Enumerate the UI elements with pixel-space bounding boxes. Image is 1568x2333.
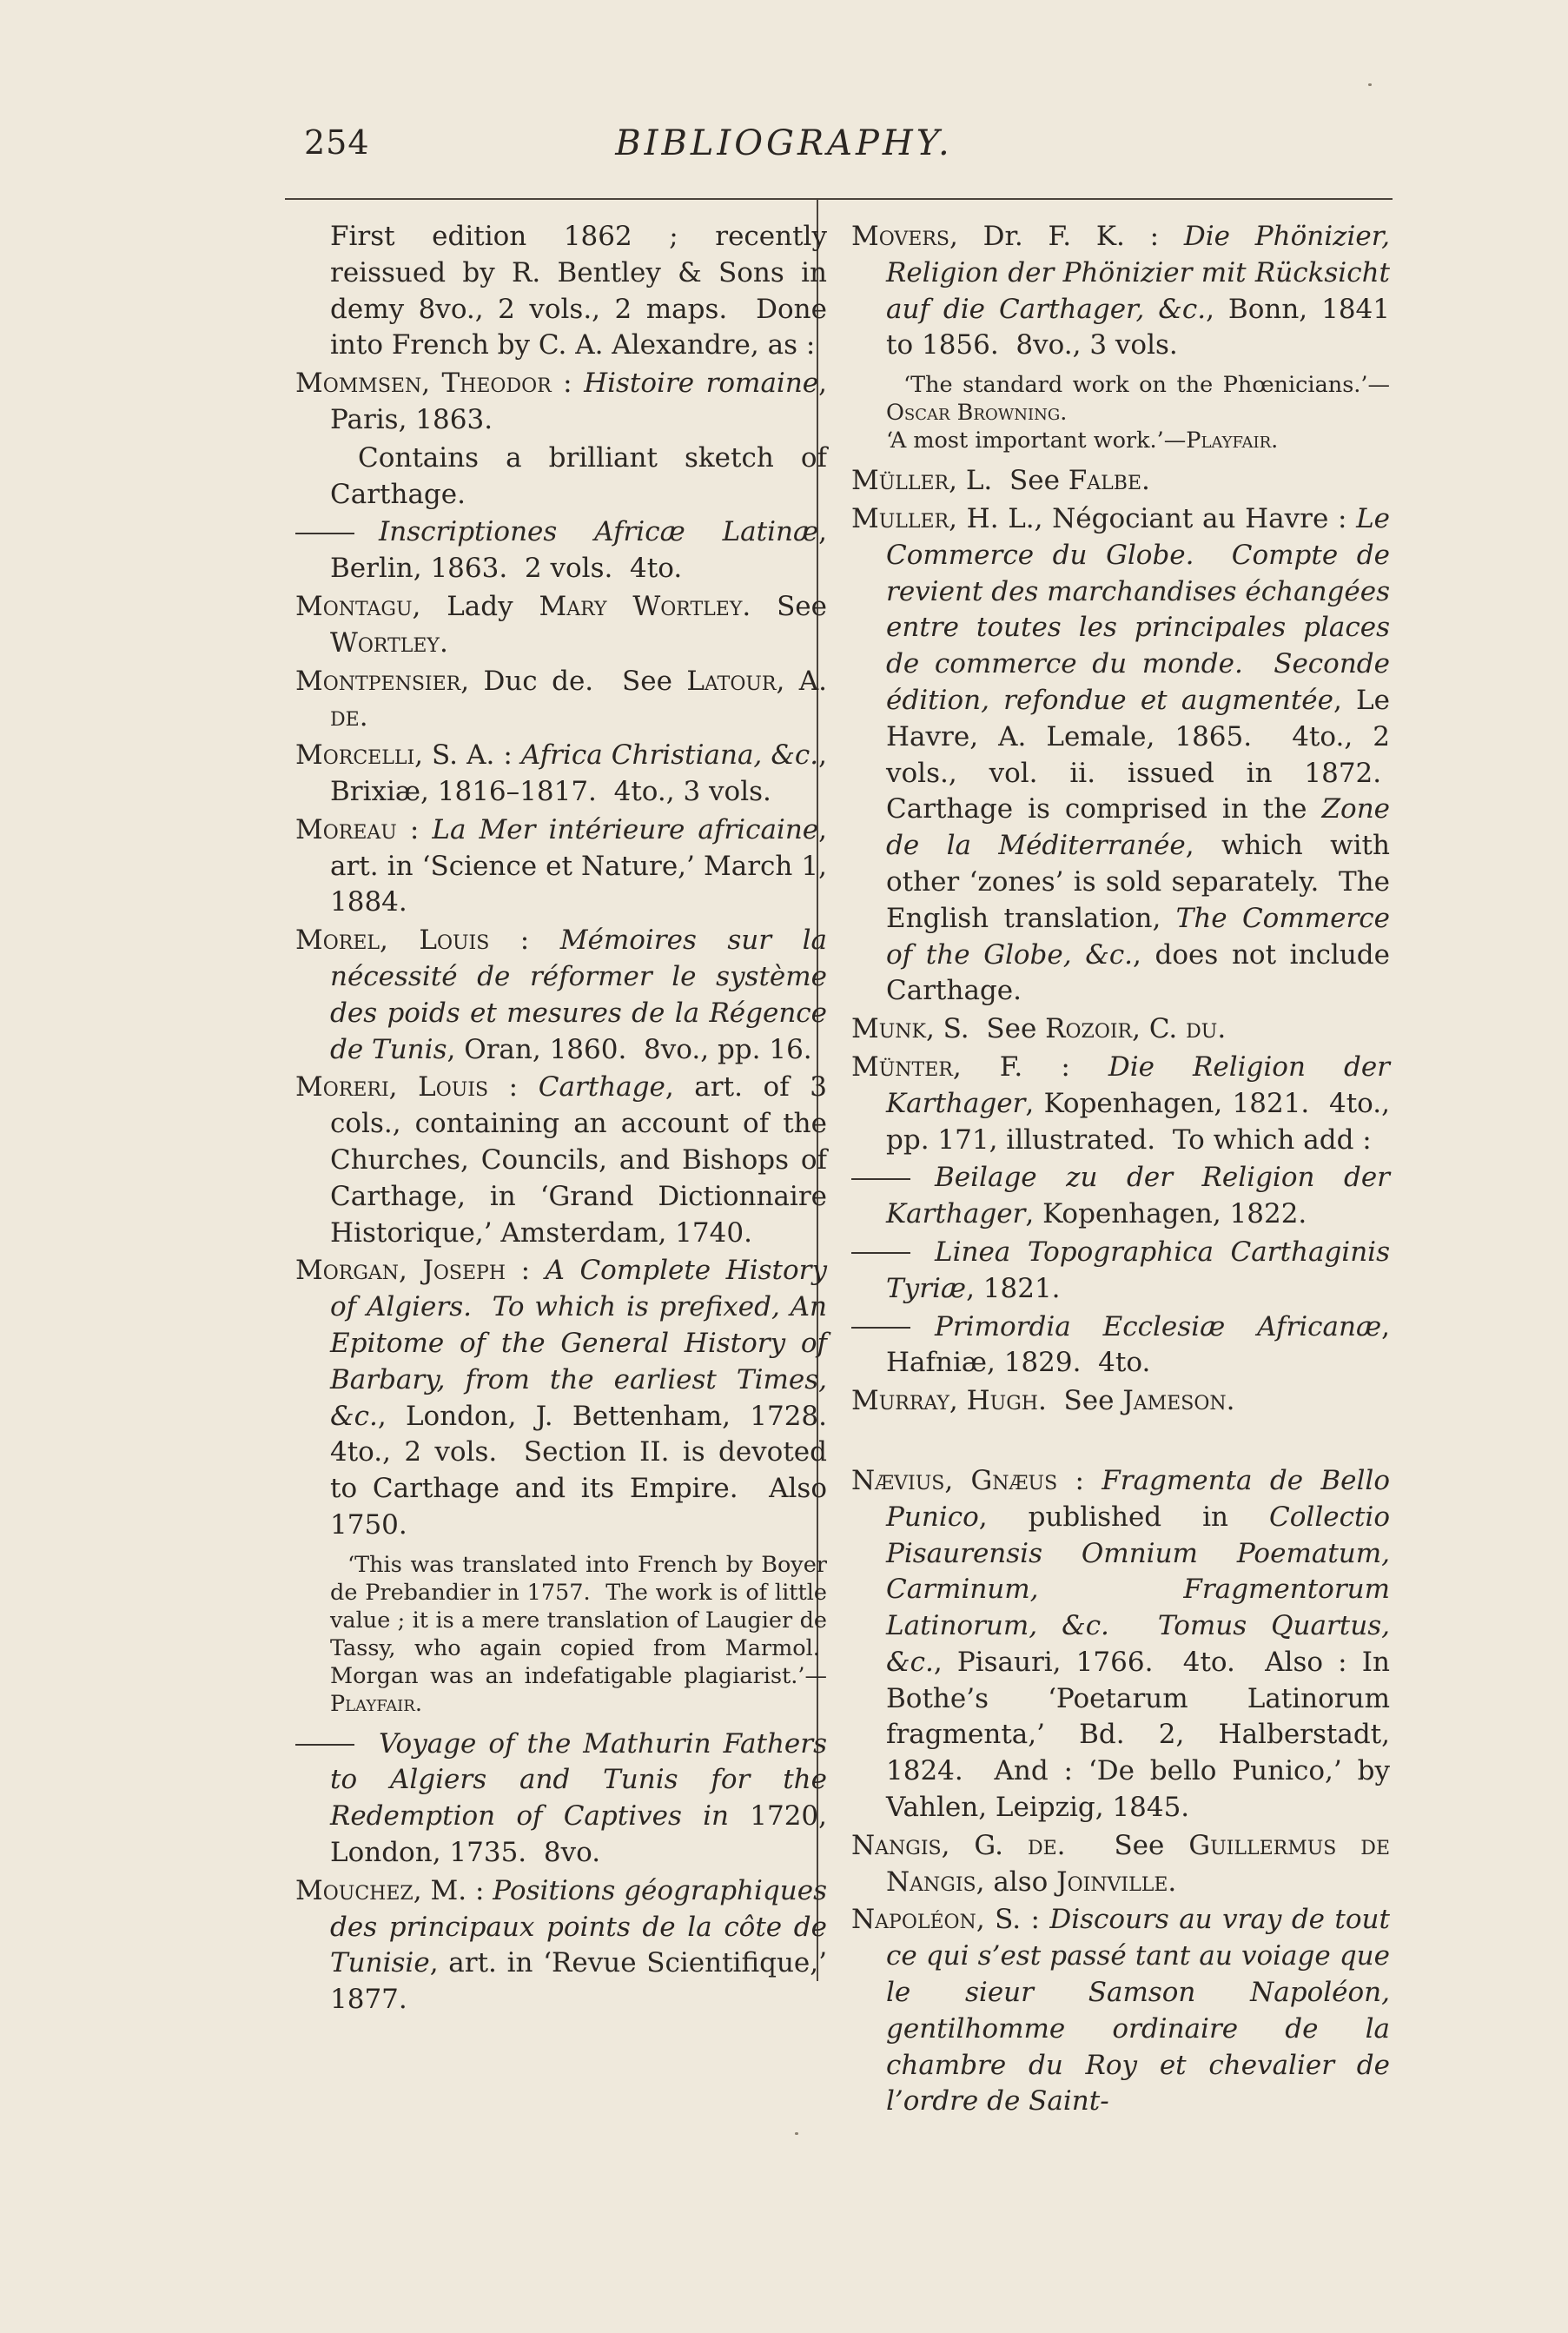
bibliography-entry: Contains a brilliant sketch of Carthage. <box>330 441 827 510</box>
ditto-dash <box>851 1252 910 1254</box>
bibliography-entry: Münter, F. : Die Religion der Karthager, Kopenhagen, 1821. 4to., pp. 171, illustrated. To which add : <box>851 1051 1390 1156</box>
running-title: BIBLIOGRAPHY. <box>615 123 953 163</box>
ditto-dash <box>295 1744 354 1746</box>
bibliography-entry: Inscriptiones Africæ Latinæ, Berlin, 1863. 2 vols. 4to. <box>295 514 827 587</box>
paper-speck <box>1368 83 1372 86</box>
bibliography-entry: Moreau : La Mer intérieure africaine, art. in ‘Science et Nature,’ March 1, 1884. <box>295 813 828 918</box>
ditto-dash <box>851 1327 910 1329</box>
bibliography-entry: Murray, Hugh. See Jameson. <box>851 1385 1235 1417</box>
bibliography-entry: Beilage zu der Religion der Karthager, Kopenhagen, 1822. <box>851 1160 1390 1233</box>
bibliography-entry: Mouchez, M. : Positions géographiques des principaux points de la côte de Tunisie, art. in ‘Revue Scientifique,’ 1877. <box>295 1874 827 2016</box>
bibliography-entry: Mommsen, Theodor : Histoire romaine, Paris, 1863. <box>295 368 828 435</box>
bibliography-entry: Montagu, Lady Mary Wortley. See Wortley. <box>295 590 827 659</box>
bibliography-entry: Montpensier, Duc de. See Latour, A. de. <box>295 665 827 733</box>
page-header <box>0 123 1568 176</box>
page-number: 254 <box>304 123 370 162</box>
header-rule <box>285 198 1393 200</box>
bibliography-entry: Moreri, Louis : Carthage, art. of 3 cols., containing an account of the Churches, Councils, and Bishops of Carthage, in ‘Grand Dictionnaire Historique,’ Amsterdam, 1740. <box>295 1071 827 1249</box>
bibliography-entry: Morcelli, S. A. : Africa Christiana, &c., Brixiæ, 1816–1817. 4to., 3 vols. <box>295 739 827 807</box>
bibliography-entry: First edition 1862 ; recently reissued by R. Bentley & Sons in demy 8vo., 2 vols., 2 maps. Done into French by C. A. Alexandre, as : <box>330 221 827 361</box>
right-column <box>851 219 1390 2122</box>
paper-speck <box>795 2132 798 2135</box>
bibliography-entry: Morel, Louis : Mémoires sur la nécessité de réformer le système des poids et mesures de la Régence de Tunis, Oran, 1860. 8vo., pp. 16. <box>295 925 827 1065</box>
bibliography-entry: Morgan, Joseph : A Complete History of Algiers. To which is prefixed, An Epitome of the General History of Barbary, from the earliest Times, &c., London, J. Bettenham, 1728. 4to., 2 vols. Section II. is devoted to Carthage and its Empire. Also 1750. <box>295 1255 827 1541</box>
ditto-dash <box>851 1178 910 1180</box>
ditto-dash <box>295 533 354 534</box>
quotation-note: ‘This was translated into French by Boyer de Prebandier in 1757. The work is of little value ; it is a mere translation of Laugier de Tassy, who again copied from Marmol. Morgan was an indefatigable plagiarist.’—Playfair. <box>330 1551 827 1717</box>
bibliography-entry: Müller, L. See Falbe. <box>851 465 1150 497</box>
left-column <box>295 219 827 2020</box>
bibliography-entry: Nævius, Gnæus : Fragmenta de Bello Punico, published in Collectio Pisaurensis Omnium Poematum, Carminum, Fragmentorum Latinorum, &c. Tomus Quartus, &c., Pisauri, 1766. 4to. Also : In Bothe’s ‘Poetarum Latinorum fragmenta,’ Bd. 2, Halberstadt, 1824. And : ‘De bello Punico,’ by Vahlen, Leipzig, 1845. <box>851 1464 1390 1824</box>
bibliography-entry: Muller, H. L., Négociant au Havre : Le Commerce du Globe. Compte de revient des marchandises échangées entre toutes les principales places de commerce du monde. Seconde édition, refondue et augmentée, Le Havre, A. Lemale, 1865. 4to., 2 vols., vol. ii. issued in 1872. Carthage is comprised in the Zone de la Méditerranée, which with other ‘zones’ is sold separately. The English translation, The Commerce of the Globe, &c., does not include Carthage. <box>851 502 1391 1007</box>
bibliography-entry: Munk, S. See Rozoir, C. du. <box>851 1013 1227 1045</box>
bibliography-entry: Linea Topographica Carthaginis Tyriæ, 1821. <box>851 1235 1390 1308</box>
section-gap <box>851 1422 1390 1463</box>
bibliography-entry: Voyage of the Mathurin Fathers to Algiers and Tunis for the Redemption of Captives in 1720, London, 1735. 8vo. <box>295 1727 827 1872</box>
bibliography-entry: Primordia Ecclesiæ Africanæ, Hafniæ, 1829. 4to. <box>851 1309 1390 1382</box>
quotation-note: ‘The standard work on the Phœnicians.’—Oscar Browning. ‘A most important work.’—Playfair. <box>886 372 1390 454</box>
bibliography-entry: Napoléon, S. : Discours au vray de tout ce qui s’est passé tant au voiage que le sieur Samson Napoléon, gentilhomme ordinaire de la chambre du Roy et chevalier de l’ordre de Saint- <box>851 1904 1390 2118</box>
bibliography-entry: Movers, Dr. F. K. : Die Phönizier, Religion der Phönizier mit Rücksicht auf die Carthager, &c., Bonn, 1841 to 1856. 8vo., 3 vols. <box>851 221 1391 361</box>
bibliography-entry: Nangis, G. de. See Guillermus de Nangis, also Joinville. <box>851 1829 1391 1898</box>
